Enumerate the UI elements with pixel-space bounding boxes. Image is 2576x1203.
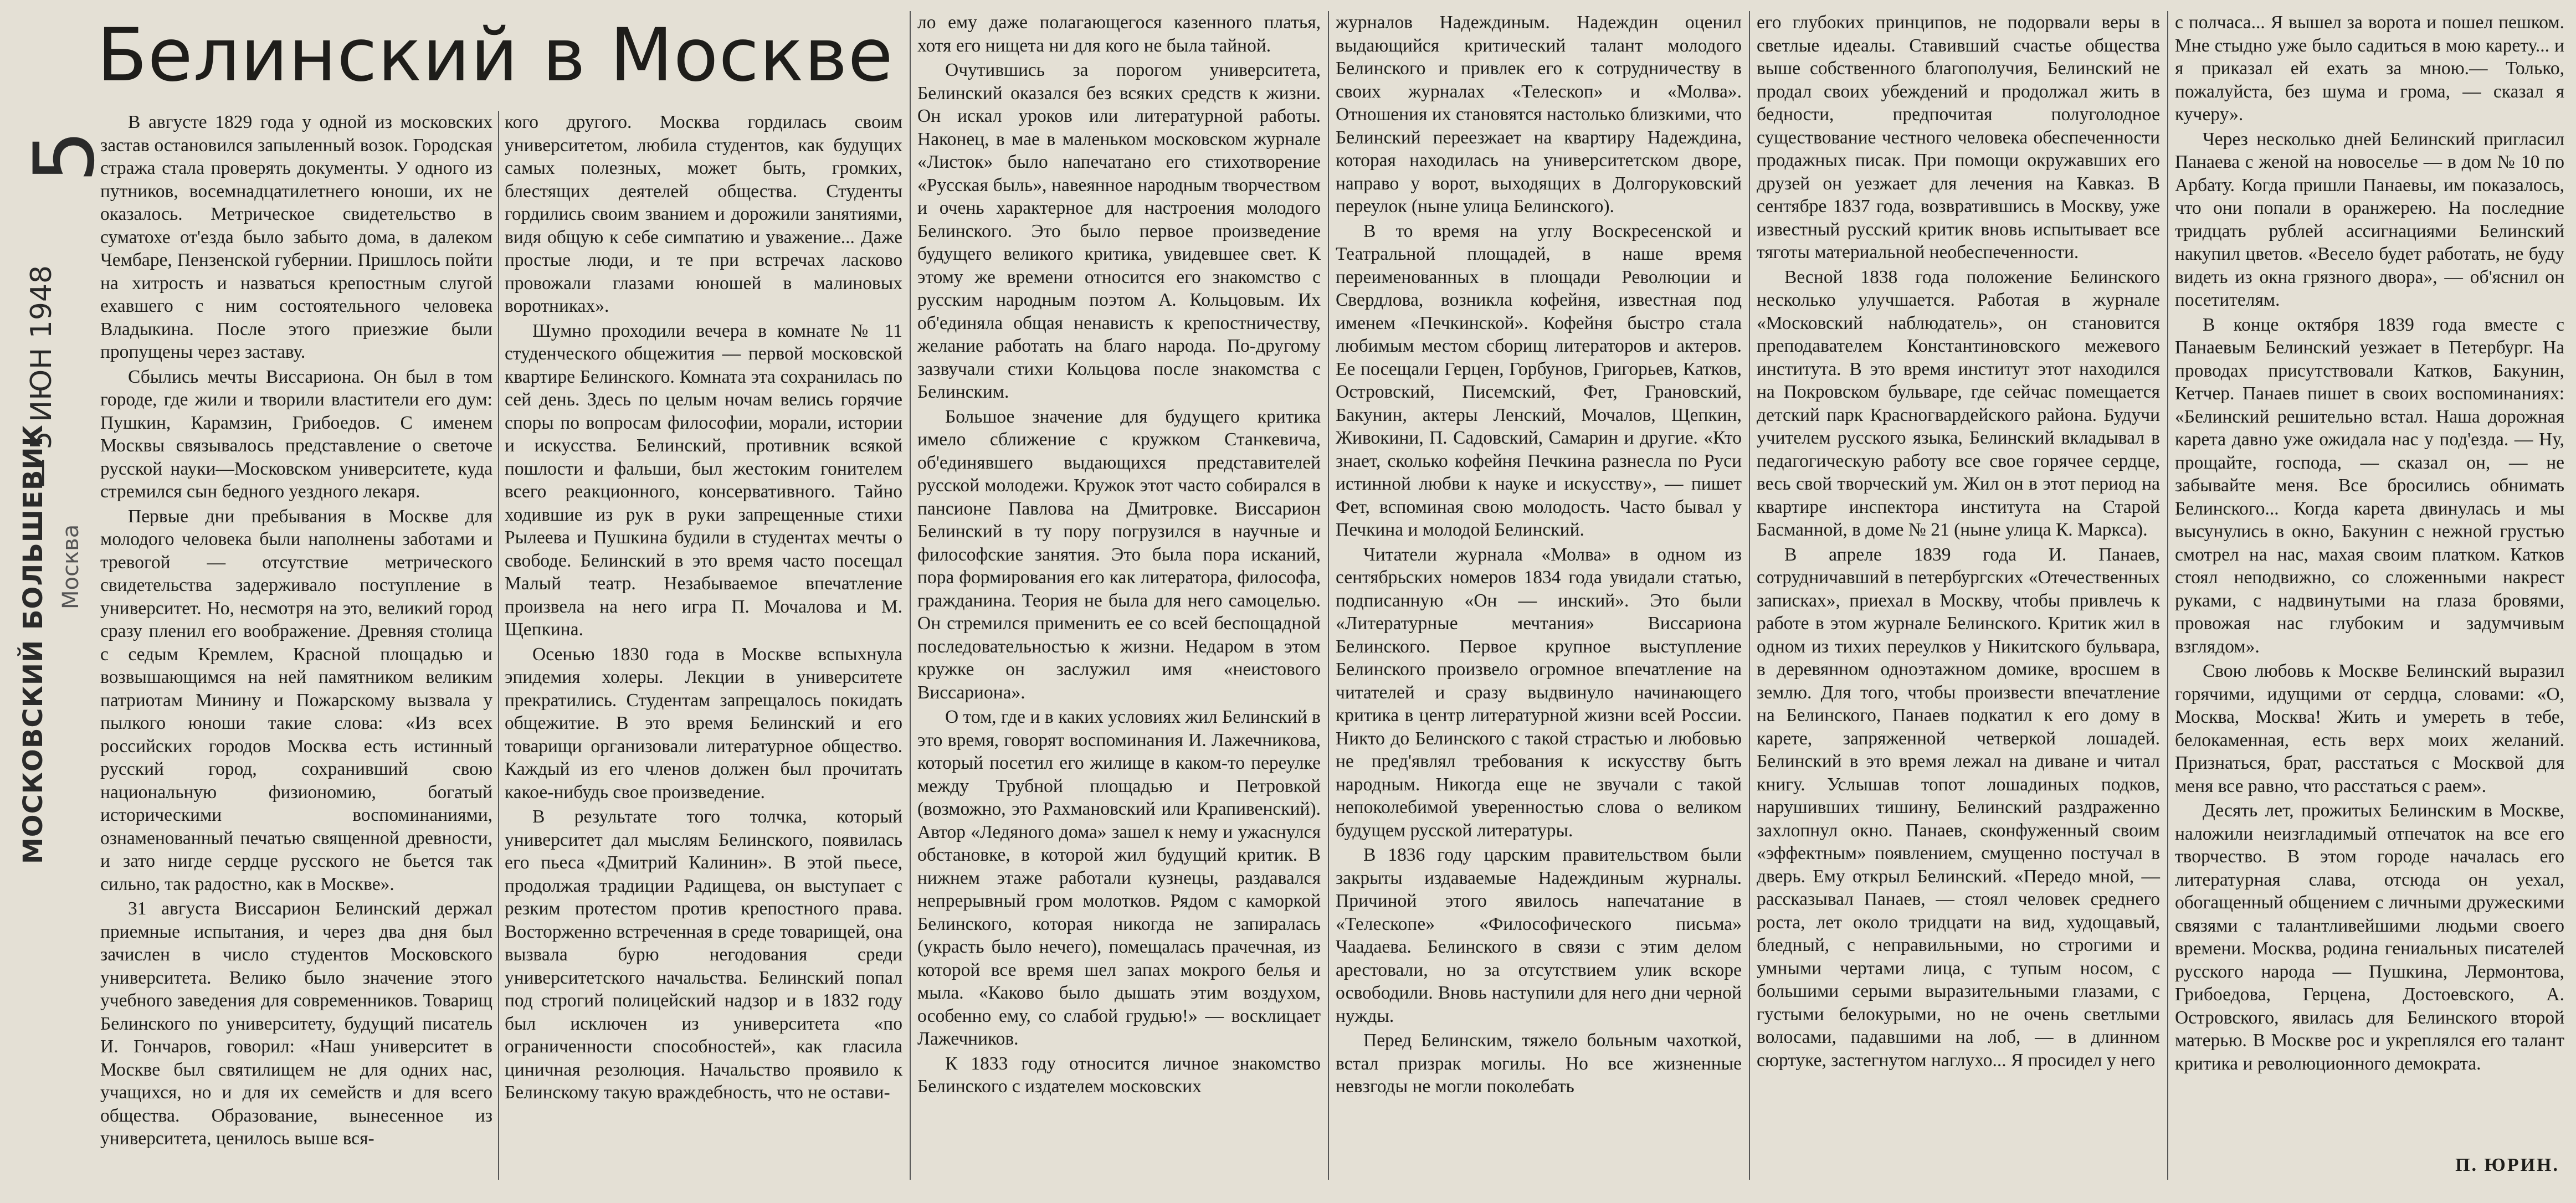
column-rule bbox=[910, 11, 911, 1180]
paragraph: В апреле 1839 года И. Панаев, сотрудничавший в петербургских «Отечественных записках», приехал в Москву, чтобы привлечь к работе в этом журнале Белинского. Критик жил в одном из тихих переулков у Никитского бульвара, в деревянном одноэтажном домике, вросшем в землю. Для того, чтобы произвести впечатление на Белинского, Панаев подкатил к его дому в карете, запряженной четверкой лошадей. Белинский в это время лежал на диване и читал книгу. Услышав топот лошадиных подков, нарушивших тишину, Белинский раздраженно захлопнул окно. Панаев, сконфуженный своим «эффектным» появлением, смущенно постучал в дверь. Ему открыл Белинский. «Передо мной, — рассказывал Панаев, — стоял человек среднего роста, лет около тридцати на вид, худощавый, бледный, с неправильными, но строгими и умными чертами лица, с тупым носом, с большими серыми выразительными глазами, с густыми белокурыми, но не очень светлыми волосами, падавшими на лоб, — в длинном сюртуке, застегнутом наглухо... Я просидел у него bbox=[1757, 544, 2160, 1071]
paragraph: журналов Надеждиным. Надеждин оценил выдающийся критический талант молодого Белинского и привлек его к сотрудничеству в своих журналах «Телескоп» и «Молва». Отношения их становятся настолько близкими, что Белинский переезжает на квартиру Надеждина, которая находилась на университетском дворе, направо у ворот, выходящих в Долгоруковский переулок (ныне улица Белинского). bbox=[1336, 12, 1742, 217]
paragraph: Очутившись за порогом университета, Белинский оказался без всяких средств к жизни. Он искал уроков или литературной работы. Наконец, в мае в маленьком московском журнале «Листок» было напечатано его стихотворение «Русская быль», навеянное народным творчеством и очень характерное для настроения молодого Белинского. Это было первое произведение будущего великого критика, увидевшее свет. К этому же времени относится его знакомство с русским народным поэтом А. Кольцовым. Их об'единяла общая ненависть к крепостничеству, желание работать на благо народа. По-другому зазвучали стихи Кольцова после знакомства с Белинским. bbox=[917, 60, 1321, 402]
paragraph: В то время на углу Воскресенской и Театральной площадей, в наше время переименованных в площади Революции и Свердлова, возникла кофейня, известная под именем «Печкинской». Кофейня быстро стала любимым местом сборищ литераторов и актеров. Ее посещали Герцен, Горбунов, Григорьев, Катков, Островский, Писемский, Фет, Грановский, Бакунин, актеры Ленский, Мочалов, Щепкин, Живокини, П. Садовский, Самарин и другие. «Кто знает, сколько кофейня Печкина разнесла по Руси истинной любви к науке и искусству», — пишет Фет, вспоминая свою молодость. Часто бывал у Печкина и молодой Белинский. bbox=[1336, 220, 1742, 540]
paragraph: Шумно проходили вечера в комнате № 11 студенческого общежития — первой московской квартире Белинского. Комната эта сохранилась по сей день. Здесь по целым ночам велись горячие споры по вопросам философии, морали, истории и искусства. Белинский, противник всякой пошлости и фальши, был жестоким гонителем всего реакционного, консервативного. Тайно ходившие из рук в руки запрещенные стихи Рылеева и Пушкина будили в студентах мечты о свободе. Белинский в это время часто посещал Малый театр. Незабываемое впечатление произвела на него игра П. Мочалова и М. Щепкина. bbox=[505, 320, 902, 640]
column-rule bbox=[1749, 11, 1750, 1180]
paragraph: Осенью 1830 года в Москве вспыхнула эпидемия холеры. Лекции в университете прекратились. Студентам запрещалось покидать общежитие. В это время Белинский и его товарищи организовали литературное общество. Каждый из его членов должен был прочитать какое-нибудь свое произведение. bbox=[505, 644, 902, 803]
paragraph: Через несколько дней Белинский пригласил Панаева с женой на новоселье — в дом № 10 по Арбату. Когда пришли Панаевы, им показалось, что они попали в оранжерею. На последние тридцать рублей ассигнациями Белинский накупил цветов. «Весело будет работать, не буду видеть из окна грязного двора», — об'яснил он посетителям. bbox=[2175, 128, 2564, 310]
page-number: 5 bbox=[17, 130, 113, 183]
article-column-2 bbox=[501, 111, 906, 1174]
article-column-3 bbox=[914, 11, 1324, 1174]
paragraph: К 1833 году относится личное знакомство Белинского с издателем московских bbox=[917, 1053, 1321, 1097]
paragraph: Десять лет, прожитых Белинским в Москве, наложили неизгладимый отпечаток на все его творчество. В этом городе началась его литературная слава, отсюда он уехал, обогащенный общением с личными дружескими связями с талантливейшими людьми своего времени. Москва, родина гениальных писателей русского народа — Пушкина, Лермонтова, Грибоедова, Герцена, Достоевского, А. Островского, явилась для Белинского второй матерью. В Москве рос и укреплялся его талант критика и революционного демократа. bbox=[2175, 800, 2564, 1074]
paragraph: Весной 1838 года положение Белинского несколько улучшается. Работая в журнале «Московский наблюдатель», он становится преподавателем Константиновского межевого института. В это время институт этот находился на Покровском бульваре, где сейчас помещается детский парк Красногвардейского района. Будучи учителем русского языка, Белинский вкладывал в педагогическую работу все свое горячее сердце, весь свой творческий ум. Жил он в этот период на квартире инспектора института на Старой Басманной, в доме № 21 (ныне улица К. Маркса). bbox=[1757, 266, 2160, 540]
paragraph: В результате того толчка, который университет дал мыслям Белинского, появилась его пьеса «Дмитрий Калинин». В этой пьесе, продолжая традиции Радищева, он выступает с резким протестом против крепостного права. Восторженно встреченная в среде товарищей, она вызвала бурю негодования среди университетского начальства. Белинский попал под строгий полицейский надзор и в 1832 году был исключен из университета «по ограниченности способностей», как гласила циничная резолюция. Начальство проявило к Белинскому такую враждебность, что не остави- bbox=[505, 806, 902, 1103]
article-column-5 bbox=[1753, 11, 2163, 1174]
paragraph: В конце октября 1839 года вместе с Панаевым Белинский уезжает в Петербург. На проводах присутствовали Катков, Бакунин, Кетчер. Панаев пишет в своих воспоминаниях: «Белинский решительно встал. Наша дорожная карета давно уже ожидала нас у под'езда. — Ну, прощайте, господа, — сказал он, — не забывайте меня. Все бросились обнимать Белинского... Когда карета двинулась и мы высунулись в окно, Бакунин с нежной грустью смотрел на нас, махая своим платком. Катков стоял неподвижно, со сложенными накрест руками, с надвинутыми на глаза бровями, провожая нас глубоким и задумчивым взглядом». bbox=[2175, 314, 2564, 657]
column-rule bbox=[498, 111, 499, 1180]
article-title: Белинский в Москве bbox=[97, 13, 894, 98]
paragraph: с полчаса... Я вышел за ворота и пошел пешком. Мне стыдно уже было садиться в мою карету... и я приказал ей ехать за мною.— Только, пожалуйста, без шума и грома, — сказал я кучеру». bbox=[2175, 12, 2564, 125]
article-column-6 bbox=[2172, 11, 2568, 1147]
paragraph: О том, где и в каких условиях жил Белинский в это время, говорят воспоминания И. Лажечникова, который посетил его жилище в каком-то переулке между Трубной площадью и Петровкой (возможно, это Рахмановский или Крапивенский). Автор «Ледяного дома» зашел к нему и ужаснулся обстановке, в которой жил будущий критик. В нижнем этаже работали кузнецы, раздавался непрерывный гром молотков. Рядом с каморкой Белинского, которая никогда не запиралась (украсть было нечего), помещалась прачечная, из которой все время шел запах мокрого белья и мыла. «Каково было дышать этим воздухом, особенно ему, со слабой грудью!» — восклицает Лажечников. bbox=[917, 707, 1321, 1049]
paragraph: ло ему даже полагающегося казенного платья, хотя его нищета ни для кого не была тайной. bbox=[917, 12, 1321, 56]
date-stamp: — 5 ИЮН 1948 bbox=[25, 265, 58, 487]
paragraph: кого другого. Москва гордилась своим университетом, любила студентов, как будущих самых полезных, может быть, громких, блестящих деятелей общества. Студенты гордились своим званием и дорожили занятиями, видя общую к себе симпатию и уважение... Даже простые люди, и те при встречах ласково провожали глазами юношей в малиновых воротниках». bbox=[505, 112, 902, 316]
paragraph: 31 августа Виссарион Белинский держал приемные испытания, и через два дня был зачислен в число студентов Московского университета. Велико было значение этого учебного заведения для современников. Товарищ Белинского по университету, будущий писатель И. Гончаров, говорил: «Наш университет в Москве был святилищем не для одних нас, учащихся, но и для их семейств и для всего общества. Образование, вынесенное из университета, ценилось выше вся- bbox=[100, 898, 492, 1149]
paragraph: В 1836 году царским правительством были закрыты издаваемые Надеждиным журналы. Причиной этого явилось напечатание в «Телескопе» «Философического письма» Чаадаева. Белинского в связи с этим делом арестовали, но за отсутствием улик вскоре освободили. Вновь наступили для него дни черной нужды. bbox=[1336, 845, 1742, 1026]
article-column-4 bbox=[1332, 11, 1745, 1174]
margin-strip bbox=[0, 0, 113, 1203]
column-rule bbox=[2167, 11, 2168, 1180]
paragraph: Свою любовь к Москве Белинский выразил горячими, идущими от сердца, словами: «О, Москва, Москва! Жить и умереть в тебе, белокаменная, есть верх моих желаний. Признаться, брат, расстаться с Москвой для меня все равно, что расстаться с раем». bbox=[2175, 661, 2564, 796]
paragraph: Первые дни пребывания в Москве для молодого человека были наполнены заботами и тревогой — отсутствие метрического свидетельства задерживало поступление в университет. Но, несмотря на это, великий город сразу пленил его воображение. Древняя столица с седым Кремлем, Красной площадью и возвышающимся на ней памятником великим патриотам Минину и Пожарскому вызвала у пылкого юноши такие слова: «Из всех российских городов Москва есть истинный русский город, сохранивший свою национальную физиономию, богатый историческими воспоминаниями, ознаменованный печатью священной древности, и зато нигде сердце русского не бьется так сильно, так радостно, как в Москве». bbox=[100, 506, 492, 894]
paragraph: его глубоких принципов, не подорвали веры в светлые идеалы. Ставивший счастье общества выше собственного благополучия, Белинский не продал своих убеждений и продолжал жить в бедности, предпочитая полуголодное существование честного человека обеспеченности продажных писак. При помощи окружавших его друзей он уезжает для лечения на Кавказ. В сентябре 1837 года, возвратившись в Москву, уже известный русский критик вновь испытывает все тяготы материальной необеспеченности. bbox=[1757, 12, 2160, 263]
article-column-1 bbox=[97, 111, 496, 1174]
paragraph: В августе 1829 года у одной из московских застав остановился запыленный возок. Городская стража стала проверять документы. У одного из путников, восемнадцатилетнего юноши, их не оказалось. Метрическое свидетельство в суматохе от'езда было забыто дома, в далеком Чембаре, Пензенской губернии. Пришлось пойти на хитрость и назваться крепостным слугой ехавшего с ним состоятельного человека Владыкина. После этого приезжие были пропущены через заставу. bbox=[100, 112, 492, 362]
city-label: Москва bbox=[58, 524, 84, 609]
paragraph: Сбылись мечты Виссариона. Он был в том городе, где жили и творили властители его дум: Пушкин, Карамзин, Грибоедов. С именем Москвы связывалось представление о светоче русской науки—Московском университете, куда стремился сын бедного уездного лекаря. bbox=[100, 366, 492, 502]
paragraph: Перед Белинским, тяжело больным чахоткой, встал призрак могилы. Но все жизненные невзгоды не могли поколебать bbox=[1336, 1030, 1742, 1097]
paragraph: Большое значение для будущего критика имело сближение с кружком Станкевича, об'единявшего выдающихся представителей русской молодежи. Кружок этот часто собирался в пансионе Павлова на Дмитровке. Виссарион Белинский в ту пору погрузился в научные и философские занятия. Это была пора исканий, пора формирования его как литератора, философа, гражданина. Теория не была для него самоцелью. Он стремился применить ее со всей беспощадной последовательностью к жизни. Недаром в этом кружке он заслужил имя «неистового Виссариона». bbox=[917, 406, 1321, 703]
newspaper-name: МОСКОВСКИЙ БОЛЬШЕВИК bbox=[18, 424, 49, 864]
paragraph: Читатели журнала «Молва» в одном из сентябрьских номеров 1834 года увидали статью, подписанную «Он — инский». Это были «Литературные мечтания» Виссариона Белинского. Первое крупное выступление Белинского произвело огромное впечатление на читателей и сразу выдвинуло начинающего критика в центр литературной жизни всей России. Никто до Белинского с такой страстью и любовью не пред'являл требования к искусству быть народным. Никогда еще не звучали с такой непоколебимой уверенностью слова о великом будущем русской литературы. bbox=[1336, 544, 1742, 841]
author-signature: П. ЮРИН. bbox=[2455, 1155, 2559, 1175]
column-rule bbox=[1328, 11, 1329, 1180]
